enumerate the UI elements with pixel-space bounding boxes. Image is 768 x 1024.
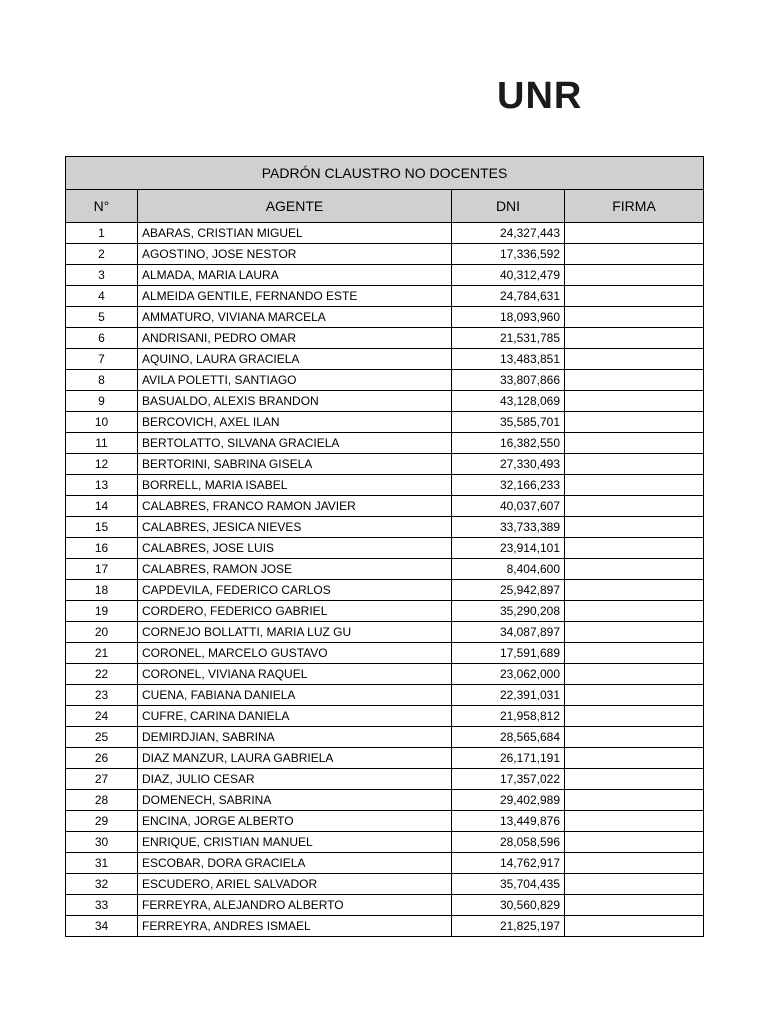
unr-logo: UNR xyxy=(497,75,583,117)
cell-dni: 29,402,989 xyxy=(452,790,565,811)
cell-agente: ESCOBAR, DORA GRACIELA xyxy=(138,853,452,874)
cell-firma xyxy=(565,769,704,790)
cell-firma xyxy=(565,643,704,664)
cell-agente: FERREYRA, ALEJANDRO ALBERTO xyxy=(138,895,452,916)
cell-numero: 8 xyxy=(66,370,138,391)
cell-firma xyxy=(565,874,704,895)
table-row xyxy=(66,601,704,622)
cell-firma xyxy=(565,727,704,748)
cell-numero: 27 xyxy=(66,769,138,790)
cell-firma xyxy=(565,916,704,937)
table-row xyxy=(66,685,704,706)
cell-firma xyxy=(565,496,704,517)
cell-agente: ENRIQUE, CRISTIAN MANUEL xyxy=(138,832,452,853)
cell-firma xyxy=(565,307,704,328)
table-row xyxy=(66,412,704,433)
cell-agente: AQUINO, LAURA GRACIELA xyxy=(138,349,452,370)
table-row xyxy=(66,244,704,265)
cell-agente: BERCOVICH, AXEL ILAN xyxy=(138,412,452,433)
cell-firma xyxy=(565,664,704,685)
cell-agente: AVILA POLETTI, SANTIAGO xyxy=(138,370,452,391)
cell-agente: AMMATURO, VIVIANA MARCELA xyxy=(138,307,452,328)
table-row xyxy=(66,286,704,307)
cell-firma xyxy=(565,685,704,706)
cell-numero: 30 xyxy=(66,832,138,853)
cell-numero: 33 xyxy=(66,895,138,916)
cell-agente: CALABRES, FRANCO RAMON JAVIER xyxy=(138,496,452,517)
cell-agente: CALABRES, JOSE LUIS xyxy=(138,538,452,559)
cell-dni: 26,171,191 xyxy=(452,748,565,769)
cell-dni: 35,290,208 xyxy=(452,601,565,622)
cell-dni: 27,330,493 xyxy=(452,454,565,475)
cell-numero: 25 xyxy=(66,727,138,748)
cell-dni: 23,914,101 xyxy=(452,538,565,559)
cell-dni: 34,087,897 xyxy=(452,622,565,643)
cell-dni: 35,585,701 xyxy=(452,412,565,433)
cell-agente: AGOSTINO, JOSE NESTOR xyxy=(138,244,452,265)
cell-dni: 13,483,851 xyxy=(452,349,565,370)
table-title-row xyxy=(66,157,704,190)
cell-dni: 32,166,233 xyxy=(452,475,565,496)
cell-agente: CORDERO, FEDERICO GABRIEL xyxy=(138,601,452,622)
header-firma: FIRMA xyxy=(565,190,704,223)
cell-dni: 40,312,479 xyxy=(452,265,565,286)
cell-agente: FERREYRA, ANDRES ISMAEL xyxy=(138,916,452,937)
padron-table xyxy=(65,156,704,937)
cell-numero: 23 xyxy=(66,685,138,706)
cell-agente: CUFRE, CARINA DANIELA xyxy=(138,706,452,727)
cell-dni: 22,391,031 xyxy=(452,685,565,706)
cell-numero: 22 xyxy=(66,664,138,685)
table-title: PADRÓN CLAUSTRO NO DOCENTES xyxy=(66,157,704,190)
cell-firma xyxy=(565,538,704,559)
table-row xyxy=(66,307,704,328)
cell-dni: 21,958,812 xyxy=(452,706,565,727)
header-agente: AGENTE xyxy=(138,190,452,223)
cell-dni: 25,942,897 xyxy=(452,580,565,601)
cell-firma xyxy=(565,895,704,916)
cell-dni: 21,825,197 xyxy=(452,916,565,937)
table-row xyxy=(66,664,704,685)
cell-firma xyxy=(565,559,704,580)
cell-numero: 20 xyxy=(66,622,138,643)
table-row xyxy=(66,874,704,895)
cell-firma xyxy=(565,790,704,811)
cell-agente: BERTORINI, SABRINA GISELA xyxy=(138,454,452,475)
cell-firma xyxy=(565,391,704,412)
cell-numero: 15 xyxy=(66,517,138,538)
cell-agente: DEMIRDJIAN, SABRINA xyxy=(138,727,452,748)
table-row xyxy=(66,769,704,790)
cell-dni: 13,449,876 xyxy=(452,811,565,832)
cell-firma xyxy=(565,223,704,244)
table-row xyxy=(66,496,704,517)
cell-agente: DOMENECH, SABRINA xyxy=(138,790,452,811)
cell-dni: 28,565,684 xyxy=(452,727,565,748)
table-row xyxy=(66,895,704,916)
cell-agente: ABARAS, CRISTIAN MIGUEL xyxy=(138,223,452,244)
cell-agente: CALABRES, RAMON JOSE xyxy=(138,559,452,580)
table-row xyxy=(66,727,704,748)
cell-numero: 16 xyxy=(66,538,138,559)
table-row xyxy=(66,622,704,643)
cell-numero: 24 xyxy=(66,706,138,727)
table-row xyxy=(66,811,704,832)
cell-dni: 18,093,960 xyxy=(452,307,565,328)
table-header-row xyxy=(66,190,704,223)
table-row xyxy=(66,328,704,349)
cell-firma xyxy=(565,580,704,601)
table-row xyxy=(66,370,704,391)
table-row xyxy=(66,454,704,475)
cell-numero: 1 xyxy=(66,223,138,244)
cell-numero: 32 xyxy=(66,874,138,895)
cell-firma xyxy=(565,265,704,286)
table-row xyxy=(66,265,704,286)
cell-dni: 30,560,829 xyxy=(452,895,565,916)
table-row xyxy=(66,706,704,727)
cell-firma xyxy=(565,622,704,643)
cell-dni: 21,531,785 xyxy=(452,328,565,349)
table-row xyxy=(66,349,704,370)
cell-numero: 28 xyxy=(66,790,138,811)
cell-firma xyxy=(565,706,704,727)
cell-dni: 35,704,435 xyxy=(452,874,565,895)
cell-firma xyxy=(565,244,704,265)
cell-firma xyxy=(565,475,704,496)
cell-numero: 10 xyxy=(66,412,138,433)
table-row xyxy=(66,433,704,454)
cell-firma xyxy=(565,811,704,832)
cell-agente: DIAZ MANZUR, LAURA GABRIELA xyxy=(138,748,452,769)
table-row xyxy=(66,643,704,664)
cell-agente: BASUALDO, ALEXIS BRANDON xyxy=(138,391,452,412)
cell-dni: 14,762,917 xyxy=(452,853,565,874)
cell-dni: 23,062,000 xyxy=(452,664,565,685)
cell-numero: 14 xyxy=(66,496,138,517)
cell-numero: 4 xyxy=(66,286,138,307)
cell-dni: 33,807,866 xyxy=(452,370,565,391)
cell-numero: 2 xyxy=(66,244,138,265)
cell-numero: 26 xyxy=(66,748,138,769)
cell-agente: ALMEIDA GENTILE, FERNANDO ESTE xyxy=(138,286,452,307)
cell-firma xyxy=(565,286,704,307)
cell-agente: CORONEL, VIVIANA RAQUEL xyxy=(138,664,452,685)
cell-agente: CALABRES, JESICA NIEVES xyxy=(138,517,452,538)
cell-dni: 17,336,592 xyxy=(452,244,565,265)
cell-numero: 11 xyxy=(66,433,138,454)
cell-firma xyxy=(565,748,704,769)
cell-agente: DIAZ, JULIO CESAR xyxy=(138,769,452,790)
cell-dni: 33,733,389 xyxy=(452,517,565,538)
cell-agente: CORNEJO BOLLATTI, MARIA LUZ GU xyxy=(138,622,452,643)
header-dni: DNI xyxy=(452,190,565,223)
header-numero: N° xyxy=(66,190,138,223)
cell-agente: BORRELL, MARIA ISABEL xyxy=(138,475,452,496)
cell-firma xyxy=(565,601,704,622)
cell-dni: 28,058,596 xyxy=(452,832,565,853)
cell-agente: CORONEL, MARCELO GUSTAVO xyxy=(138,643,452,664)
cell-firma xyxy=(565,454,704,475)
table-row xyxy=(66,832,704,853)
cell-numero: 12 xyxy=(66,454,138,475)
cell-agente: BERTOLATTO, SILVANA GRACIELA xyxy=(138,433,452,454)
cell-firma xyxy=(565,853,704,874)
cell-numero: 7 xyxy=(66,349,138,370)
cell-numero: 13 xyxy=(66,475,138,496)
table-row xyxy=(66,559,704,580)
table-row xyxy=(66,517,704,538)
cell-firma xyxy=(565,412,704,433)
cell-agente: ESCUDERO, ARIEL SALVADOR xyxy=(138,874,452,895)
cell-dni: 43,128,069 xyxy=(452,391,565,412)
table-row xyxy=(66,223,704,244)
cell-agente: ENCINA, JORGE ALBERTO xyxy=(138,811,452,832)
cell-dni: 24,327,443 xyxy=(452,223,565,244)
cell-numero: 6 xyxy=(66,328,138,349)
cell-numero: 34 xyxy=(66,916,138,937)
table-row xyxy=(66,748,704,769)
table-row xyxy=(66,391,704,412)
table-row xyxy=(66,538,704,559)
cell-agente: CAPDEVILA, FEDERICO CARLOS xyxy=(138,580,452,601)
cell-numero: 17 xyxy=(66,559,138,580)
table-row xyxy=(66,790,704,811)
cell-firma xyxy=(565,328,704,349)
cell-firma xyxy=(565,832,704,853)
cell-firma xyxy=(565,349,704,370)
table-row xyxy=(66,853,704,874)
cell-dni: 8,404,600 xyxy=(452,559,565,580)
cell-numero: 9 xyxy=(66,391,138,412)
cell-agente: ANDRISANI, PEDRO OMAR xyxy=(138,328,452,349)
table-row xyxy=(66,475,704,496)
cell-dni: 17,591,689 xyxy=(452,643,565,664)
cell-firma xyxy=(565,517,704,538)
cell-dni: 40,037,607 xyxy=(452,496,565,517)
cell-firma xyxy=(565,370,704,391)
cell-numero: 31 xyxy=(66,853,138,874)
cell-numero: 19 xyxy=(66,601,138,622)
cell-numero: 18 xyxy=(66,580,138,601)
table-row xyxy=(66,916,704,937)
cell-dni: 16,382,550 xyxy=(452,433,565,454)
cell-agente: ALMADA, MARIA LAURA xyxy=(138,265,452,286)
cell-numero: 5 xyxy=(66,307,138,328)
table-row xyxy=(66,580,704,601)
cell-numero: 29 xyxy=(66,811,138,832)
cell-dni: 17,357,022 xyxy=(452,769,565,790)
cell-agente: CUENA, FABIANA DANIELA xyxy=(138,685,452,706)
cell-firma xyxy=(565,433,704,454)
cell-dni: 24,784,631 xyxy=(452,286,565,307)
cell-numero: 21 xyxy=(66,643,138,664)
cell-numero: 3 xyxy=(66,265,138,286)
